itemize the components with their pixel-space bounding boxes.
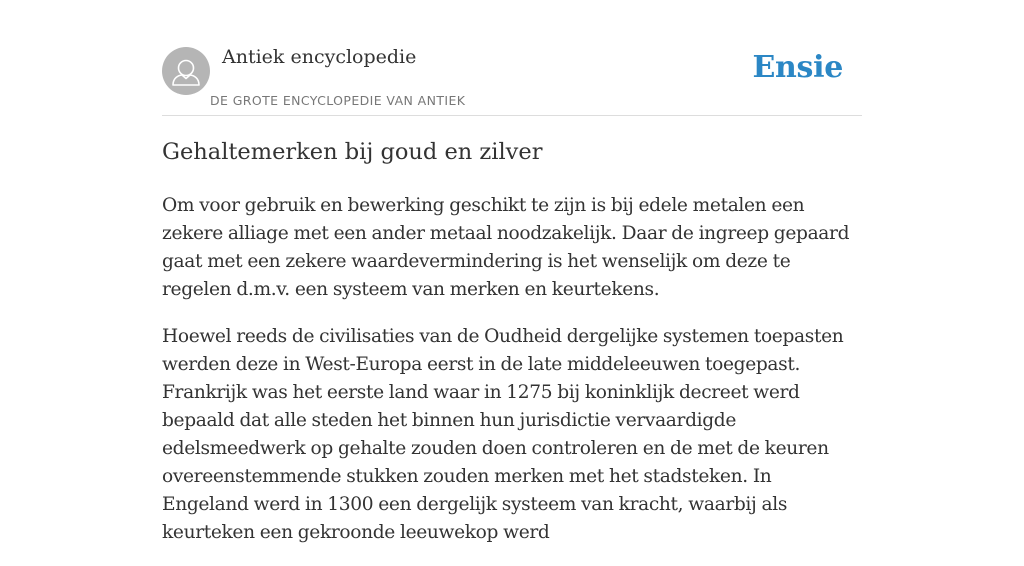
source-avatar[interactable] [162, 47, 210, 95]
article-body [162, 192, 862, 566]
page [162, 0, 862, 543]
source-title[interactable]: Antiek encyclopedie [222, 46, 417, 68]
source-header [162, 0, 862, 116]
source-subtitle: DE GROTE ENCYCLOPEDIE VAN ANTIEK [210, 93, 466, 108]
article-title: Gehaltemerken bij goud en zilver [162, 139, 543, 165]
ensie-logo[interactable]: Ensie [752, 50, 843, 85]
article-paragraph: Hoewel reeds de civilisaties van de Oudheid dergelijke systemen toepasten werden deze in West-Europa eerst in de late middeleeuwen toegepast. Frankrijk was het eerste land waar in 1275 bij koninklijk decreet werd bepaald dat alle steden het binnen hun jurisdictie vervaardigde edelsmeedwerk op gehalte zouden doen controleren en de met de keuren overeenstemmende stukken zouden merken met het stadsteken. In Engeland werd in 1300 een dergelijk systeem van kracht, waarbij als keurteken een gekroonde leeuwekop werd [162, 326, 844, 543]
article-paragraph: Om voor gebruik en bewerking geschikt te zijn is bij edele metalen een zekere alliage met een ander metaal noodzakelijk. Daar de ingreep gepaard gaat met een zekere waardevermindering is het wenselijk om deze te regelen d.m.v. een systeem van merken en keurtekens. [162, 195, 850, 300]
user-icon [162, 47, 210, 95]
